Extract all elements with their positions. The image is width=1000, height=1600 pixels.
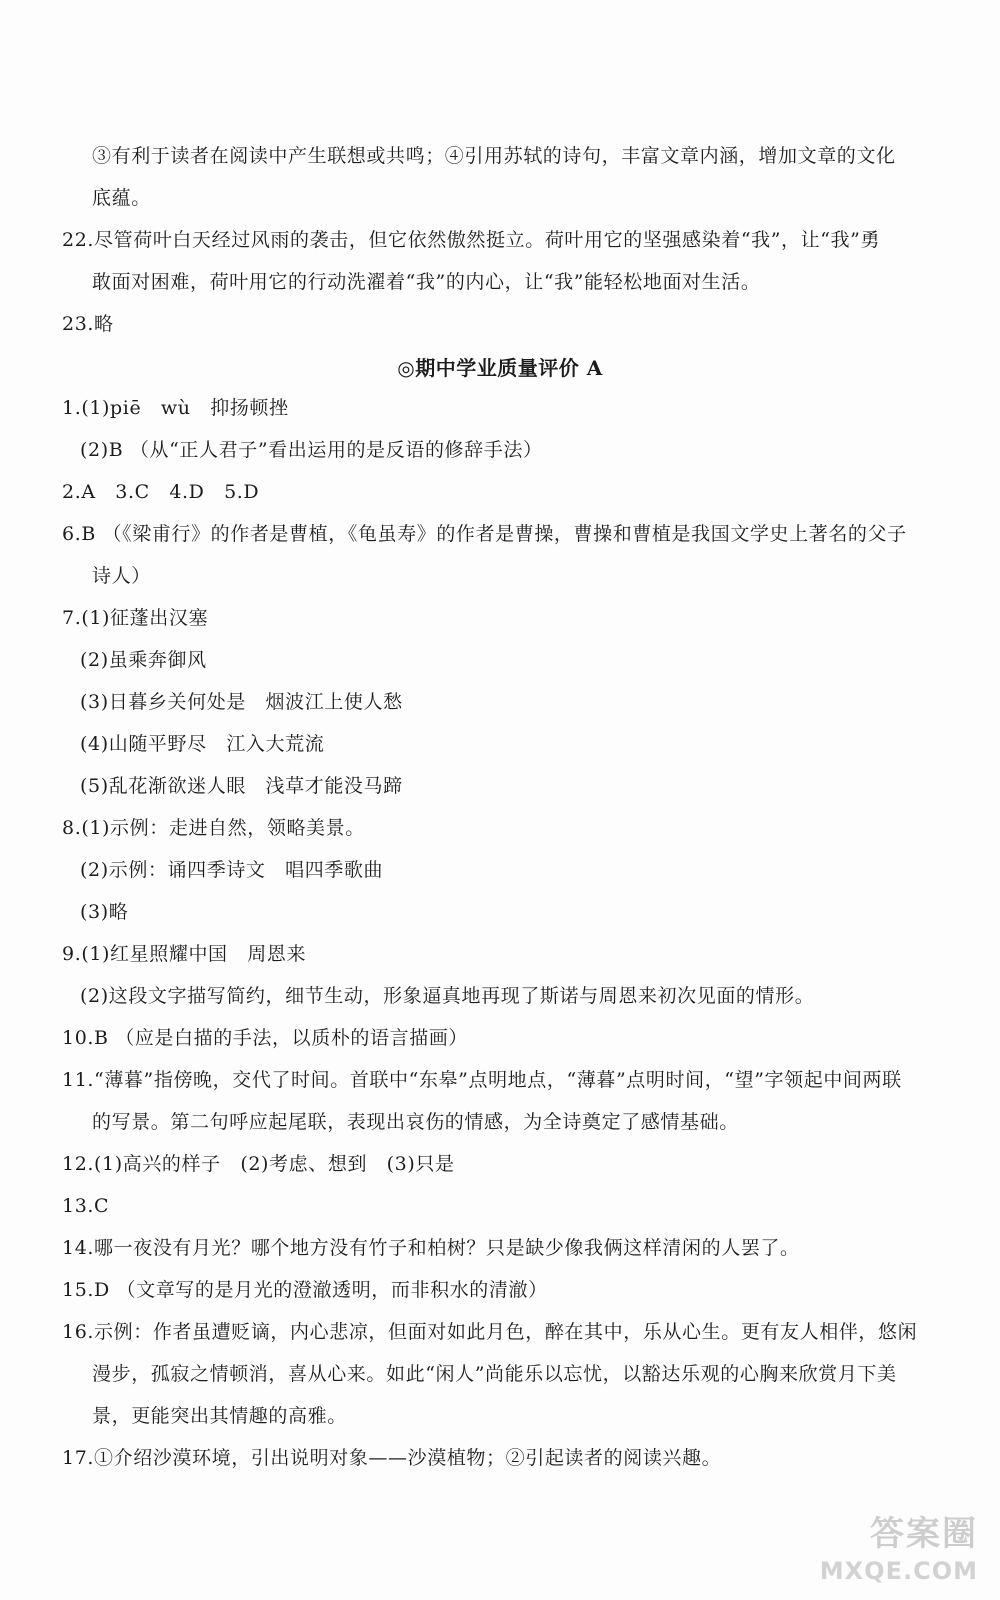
answer-line: 6.B （《梁甫行》的作者是曹植，《龟虽寿》的作者是曹操，曹操和曹植是我国文学史上著名的父子 [62, 523, 907, 545]
answer-line: 10.B （应是白描的手法，以质朴的语言描画） [62, 1027, 469, 1049]
answer-line: (2)虽乘奔御风 [80, 649, 207, 671]
answer-line: 9.(1)红星照耀中国 周恩来 [62, 943, 307, 965]
answer-line: 底蕴。 [92, 187, 151, 209]
answer-line: 15.D （文章写的是月光的澄澈透明，而非积水的清澈） [62, 1279, 548, 1301]
watermark-logo [768, 1506, 978, 1586]
watermark-brand: 答案圈 [870, 1514, 978, 1554]
watermark-url: MXQE.COM [819, 1557, 978, 1585]
answer-line: 23.略 [62, 313, 114, 335]
answer-line: 17.①介绍沙漠环境，引出说明对象——沙漠植物；②引起读者的阅读兴趣。 [62, 1447, 722, 1469]
answer-line: 13.C [62, 1195, 110, 1217]
answer-line: 1.(1)piē wù 抑扬顿挫 [62, 397, 289, 419]
answer-line: (2)这段文字描写简约，细节生动，形象逼真地再现了斯诺与周恩来初次见面的情形。 [80, 985, 815, 1007]
answer-line: (2)B （从“正人君子”看出运用的是反语的修辞手法） [80, 439, 543, 461]
answer-line: 16.示例：作者虽遭贬谪，内心悲凉，但面对如此月色，醉在其中，乐从心生。更有友人相伴，悠闲 [62, 1321, 918, 1343]
answer-line: ③有利于读者在阅读中产生联想或共鸣；④引用苏轼的诗句，丰富文章内涵，增加文章的文化 [92, 145, 896, 167]
answer-line: 景，更能突出其情趣的高雅。 [92, 1405, 347, 1427]
answer-line: (3)略 [80, 901, 129, 923]
answer-line: (3)日暮乡关何处是 烟波江上使人愁 [80, 691, 403, 713]
answer-line: (5)乱花渐欲迷人眼 浅草才能没马蹄 [80, 775, 403, 797]
answer-line: (4)山随平野尽 江入大荒流 [80, 733, 325, 755]
answer-line: 22.尽管荷叶白天经过风雨的袭击，但它依然傲然挺立。荷叶用它的坚强感染着“我”，让“我”勇 [62, 229, 881, 251]
answer-line: 漫步，孤寂之情顿消，喜从心来。如此“闲人”尚能乐以忘忧，以豁达乐观的心胸来欣赏月下美 [92, 1363, 897, 1385]
answer-line: (2)示例：诵四季诗文 唱四季歌曲 [80, 859, 384, 881]
answer-line: 2.A 3.C 4.D 5.D [62, 481, 260, 503]
answer-line: 的写景。第二句呼应起尾联，表现出哀伤的情感，为全诗奠定了感情基础。 [92, 1111, 739, 1133]
answer-line: 8.(1)示例：走进自然，领略美景。 [62, 817, 365, 839]
answer-line: 诗人） [92, 565, 151, 587]
answer-line: 14.哪一夜没有月光？哪个地方没有竹子和柏树？只是缺少像我俩这样清闲的人罢了。 [62, 1237, 800, 1259]
answer-line: 7.(1)征蓬出汉塞 [62, 607, 209, 629]
answer-line: 敢面对困难，荷叶用它的行动洗濯着“我”的内心，让“我”能轻松地面对生活。 [92, 271, 761, 293]
answer-line: 12.(1)高兴的样子 (2)考虑、想到 (3)只是 [62, 1153, 455, 1175]
answer-line: 11.“薄暮”指傍晚，交代了时间。首联中“东皋”点明地点，“薄暮”点明时间，“望”字领起中间两联 [62, 1069, 902, 1091]
section-title: ◎期中学业质量评价 A [397, 356, 603, 380]
